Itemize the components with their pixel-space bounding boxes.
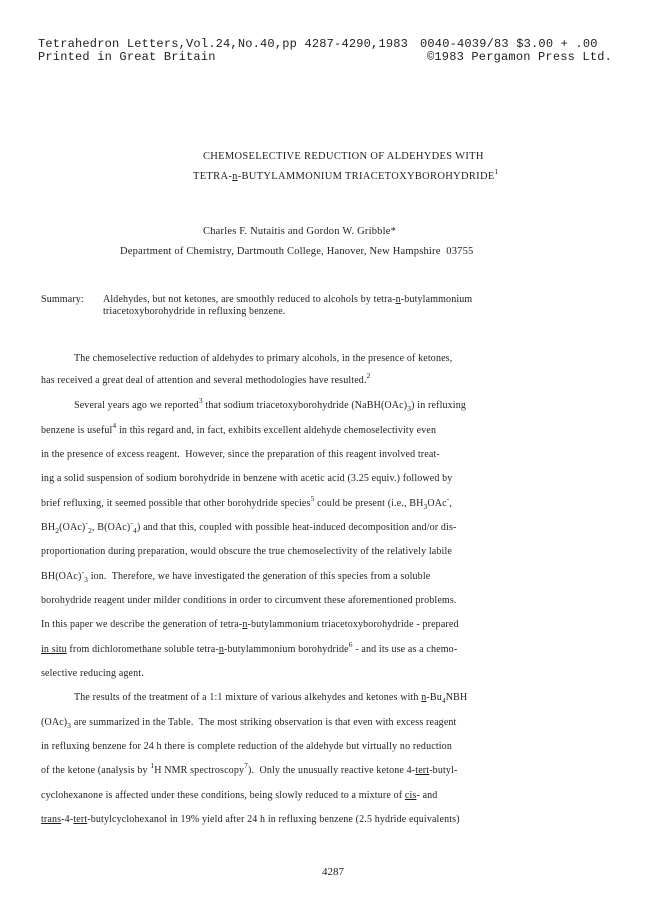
body-line: trans-4-tert-butylcyclohexanol in 19% yield after 24 h in refluxing benzene (2.5 hydride equivalents) [41,814,460,825]
summary-line-1: Aldehydes, but not ketones, are smoothly reduced to alcohols by tetra-n-butylammonium [103,294,473,305]
copyright-notice: ©1983 Pergamon Press Ltd. [427,50,613,64]
body-line: ing a solid suspension of sodium borohydride in benzene with acetic acid (3.25 equiv.) followed by [41,473,453,484]
body-line: In this paper we describe the generation of tetra-n-butylammonium triacetoxyborohydride - prepared [41,619,459,630]
body-line: cyclohexanone is affected under these conditions, being slowly reduced to a mixture of cis- and [41,790,438,801]
article-code: 0040-4039/83 $3.00 + .00 [420,37,598,51]
journal-citation: Tetrahedron Letters,Vol.24,No.40,pp 4287-4290,1983 [38,37,409,51]
body-line: brief refluxing, it seemed possible that other borohydride species$^5$ could be present (i.e., $BH_3OAc^-$, [41,494,453,511]
body-line: has received a great deal of attention and several methodologies have resulted.$^2$ [41,371,371,386]
body-line: The results of the treatment of a 1:1 mixture of various alkehydes and ketones with $n-Bu_4NBH$ [74,692,468,705]
body-line: Several years ago we reported$^3$ that sodium triacetoxyborohydride $(NaBH(OAc)_3)$ in refluxing [74,396,467,413]
body-line: $BH_2(OAc)^-_2$, $B(OAc)^-_4$) and that this, coupled with possible heat-induced decomposition and/or dis- [41,518,457,535]
page-number: 4287 [322,866,344,878]
body-line: proportionation during preparation, would obscure the true chemoselectivity of the relatively labile [41,546,452,557]
body-line: The chemoselective reduction of aldehydes to primary alcohols, in the presence of ketones, [74,353,453,364]
body-line: in situ from dichloromethane soluble tetra-n-butylammonium borohydride$^6$ - and its use as a chemo- [41,640,458,655]
affiliation: Department of Chemistry, Dartmouth College, Hanover, New Hampshire 03755 [120,246,474,257]
title-line-1: CHEMOSELECTIVE REDUCTION OF ALDEHYDES WITH [203,151,484,162]
summary-label: Summary: [41,294,84,305]
authors: Charles F. Nutaitis and Gordon W. Gribble* [203,226,397,237]
title-line-2: TETRA-n-BUTYLAMMONIUM TRIACETOXYBOROHYDRIDE$^1$ [193,167,499,182]
body-line: $(OAc)_3$ are summarized in the Table. The most striking observation is that even with excess reagent [41,717,457,730]
summary-line-2: triacetoxyborohydride in refluxing benzene. [103,306,286,317]
body-line: $BH(OAc)^-_3$ ion. Therefore, we have investigated the generation of this species from a soluble [41,567,431,584]
body-line: borohydride reagent under milder conditions in order to circumvent these aforementioned problems. [41,595,457,606]
body-line: in the presence of excess reagent. However, since the preparation of this reagent involved treat- [41,449,440,460]
body-line: in refluxing benzene for 24 h there is complete reduction of the aldehyde but virtually no reduction [41,741,452,752]
body-line: of the ketone (analysis by $^1$H NMR spectroscopy$^7$). Only the unusually reactive ketone 4-tert-butyl- [41,761,458,776]
body-line: benzene is useful$^4$ in this regard and, in fact, exhibits excellent aldehyde chemoselectivity even [41,421,437,436]
printed-location: Printed in Great Britain [38,50,216,64]
body-line: selective reducing agent. [41,668,144,679]
